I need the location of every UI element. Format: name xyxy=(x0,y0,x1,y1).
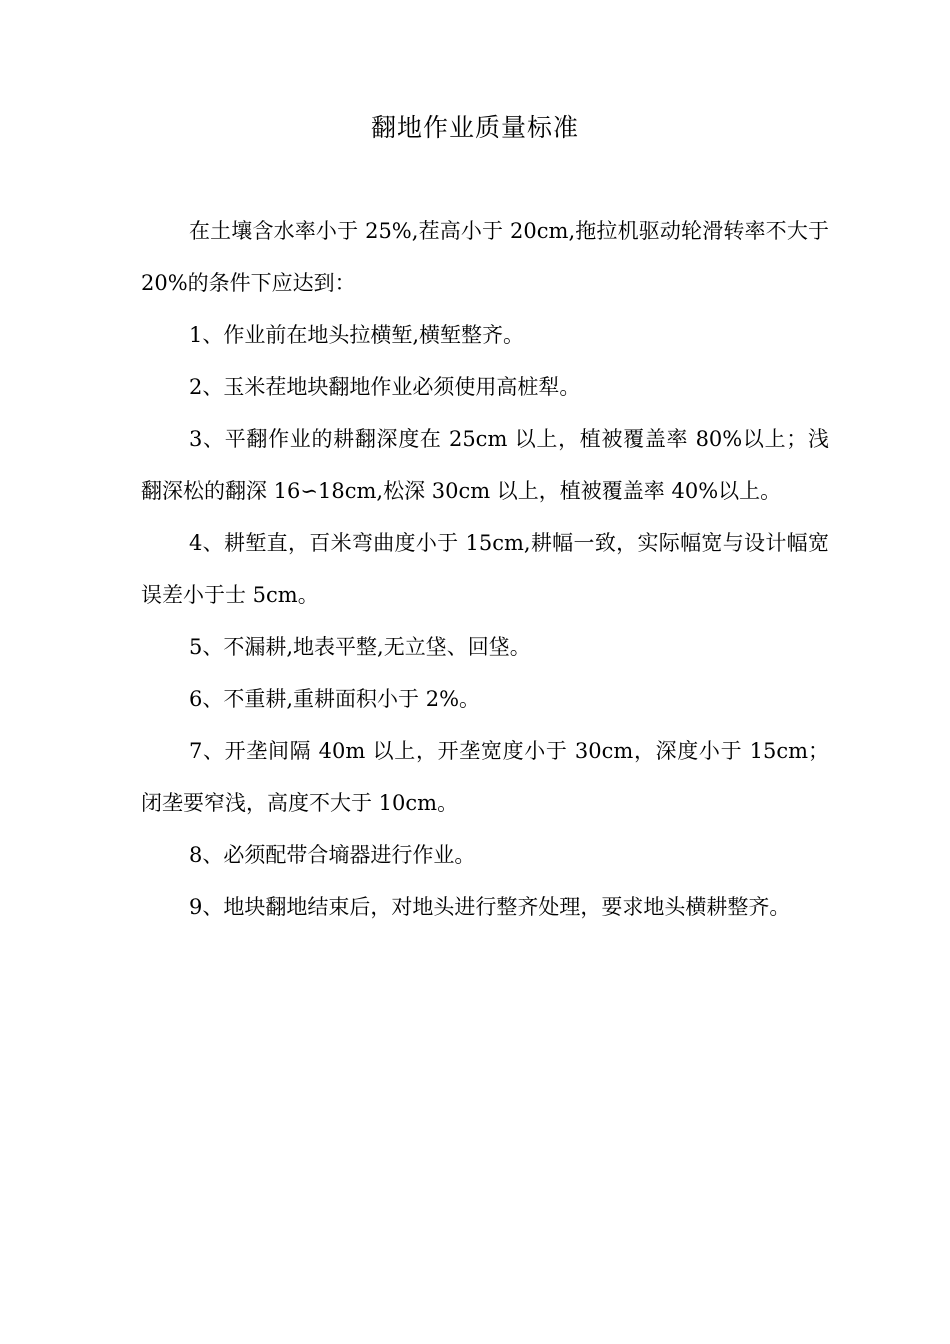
paragraph-text: 1、作业前在地头拉横堑,横堑整齐。 xyxy=(189,323,525,347)
paragraph-text: 4、耕堑直，百米弯曲度小于 15cm,耕幅一致，实际幅宽与设计幅宽误差小于士 5cm。 xyxy=(141,531,829,607)
paragraph-text: 5、不漏耕,地表平整,无立垡、回垡。 xyxy=(189,635,531,659)
paragraph-item-4 xyxy=(141,517,829,621)
paragraph-item-9 xyxy=(141,881,829,933)
paragraph-text: 2、玉米茬地块翻地作业必须使用高桩犁。 xyxy=(189,375,581,399)
paragraph-text: 7、开垄间隔 40m 以上，开垄宽度小于 30cm，深度小于 15cm；闭垄要窄浅，高度不大于 10cm。 xyxy=(141,739,829,815)
paragraph-item-5 xyxy=(141,621,829,673)
paragraph-text: 在土壤含水率小于 25%,茬高小于 20cm,拖拉机驱动轮滑转率不大于 20%的条件下应达到： xyxy=(141,219,836,295)
paragraph-item-3 xyxy=(141,413,829,517)
paragraph-text: 3、平翻作业的耕翻深度在 25cm 以上，植被覆盖率 80%以上；浅翻深松的翻深 16∽18cm,松深 30cm 以上，植被覆盖率 40%以上。 xyxy=(141,427,829,503)
paragraph-item-7 xyxy=(141,725,829,829)
paragraph-item-1 xyxy=(141,309,829,361)
paragraph-intro xyxy=(141,205,836,309)
document-title: 翻地作业质量标准 xyxy=(370,113,579,142)
paragraph-text: 6、不重耕,重耕面积小于 2%。 xyxy=(189,687,481,711)
paragraph-text: 9、地块翻地结束后，对地头进行整齐处理，要求地头横耕整齐。 xyxy=(189,895,791,919)
document-body xyxy=(141,205,836,933)
paragraph-item-8 xyxy=(141,829,829,881)
paragraph-text: 8、必须配带合墒器进行作业。 xyxy=(189,843,476,867)
paragraph-item-2 xyxy=(141,361,829,413)
paragraph-item-6 xyxy=(141,673,829,725)
